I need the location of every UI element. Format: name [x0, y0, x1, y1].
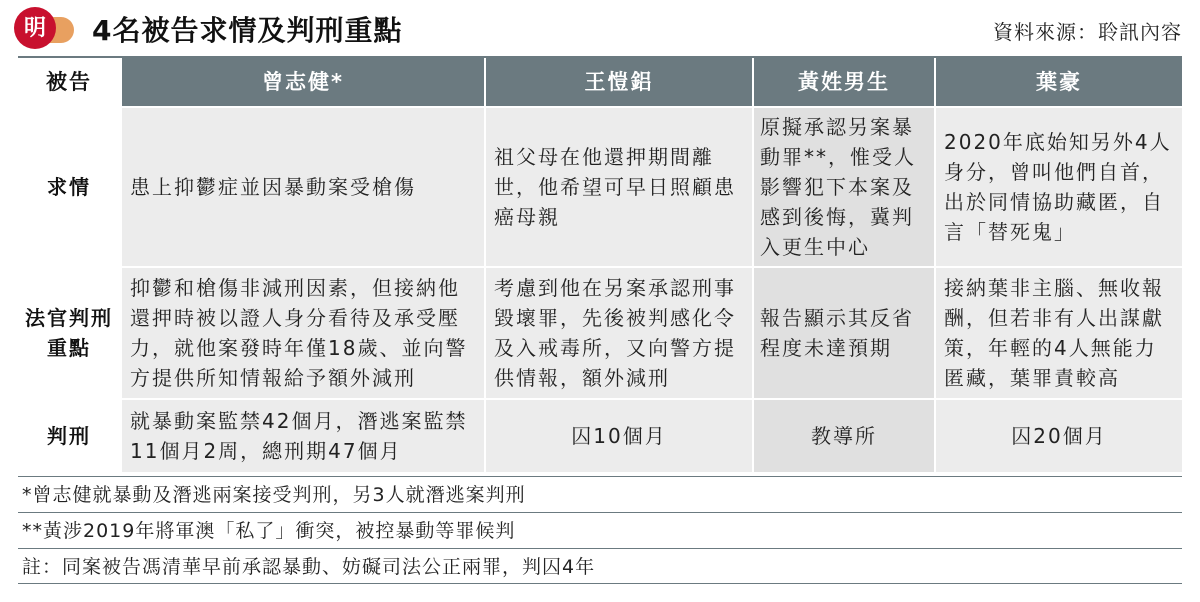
judge-cell-mr-wong: 報告顯示其反省程度未達預期 [754, 268, 936, 398]
comparison-table [18, 58, 1182, 474]
header [0, 0, 1200, 56]
judge-cell-yip: 接納葉非主腦、無收報酬，但若非有人出謀獻策，年輕的4人無能力匿藏，葉罪責較高 [936, 268, 1182, 398]
column-header-mr-wong: 黃姓男生 [754, 58, 936, 106]
table-header-row [18, 58, 1182, 108]
judge-cell-wong: 考慮到他在另案承認刑事毀壞罪，先後被判感化令及入戒毒所，又向警方提供情報，額外減刑 [486, 268, 754, 398]
source-credit: 資料來源：聆訊內容 [993, 20, 1182, 44]
table-row-judge-points [18, 268, 1182, 400]
column-header-wong: 王愷鋁 [486, 58, 754, 106]
column-header-tsang: 曾志健* [122, 58, 486, 106]
sentence-cell-yip: 囚20個月 [936, 400, 1182, 472]
footnotes [18, 476, 1182, 584]
footnote-tsang: *曾志健就暴動及潛逃兩案接受判刑，另3人就潛逃案判刑 [18, 476, 1182, 512]
plea-cell-yip: 2020年底始知另外4人身分，曾叫他們自首，出於同情協助藏匿，自言「替死鬼」 [936, 108, 1182, 266]
row-label-judge-points [18, 268, 122, 398]
table-row-plea [18, 108, 1182, 268]
logo-glyph: 明 [23, 15, 46, 41]
plea-cell-tsang: 患上抑鬱症並因暴動案受槍傷 [122, 108, 486, 266]
column-header-defendant: 被告 [18, 58, 122, 106]
plea-cell-mr-wong: 原擬承認另案暴動罪**，惟受人影響犯下本案及感到後悔，冀判入更生中心 [754, 108, 936, 266]
page-title: 4名被告求情及判刑重點 [92, 14, 403, 47]
table-row-sentence [18, 400, 1182, 474]
row-label-plea: 求情 [18, 108, 122, 266]
column-header-yip: 葉豪 [936, 58, 1182, 106]
plea-cell-wong: 祖父母在他還押期間離世，他希望可早日照顧患癌母親 [486, 108, 754, 266]
row-label-judge-points-text: 法官判刑重點 [25, 306, 113, 360]
footnote-fung: 註：同案被告馮清華早前承認暴動、妨礙司法公正兩罪，判囚4年 [18, 548, 1182, 584]
row-label-sentence: 判刑 [18, 400, 122, 472]
sentence-cell-tsang: 就暴動案監禁42個月，潛逃案監禁11個月2周，總刑期47個月 [122, 400, 486, 472]
ming-pao-logo [14, 7, 60, 53]
sentence-cell-wong: 囚10個月 [486, 400, 754, 472]
judge-cell-tsang: 抑鬱和槍傷非減刑因素，但接納他還押時被以證人身分看待及承受壓力，就他案發時年僅18歲、並向警方提供所知情報給予額外減刑 [122, 268, 486, 398]
footnote-mr-wong: **黃涉2019年將軍澳「私了」衝突，被控暴動等罪候判 [18, 512, 1182, 548]
sentence-cell-mr-wong: 教導所 [754, 400, 936, 472]
